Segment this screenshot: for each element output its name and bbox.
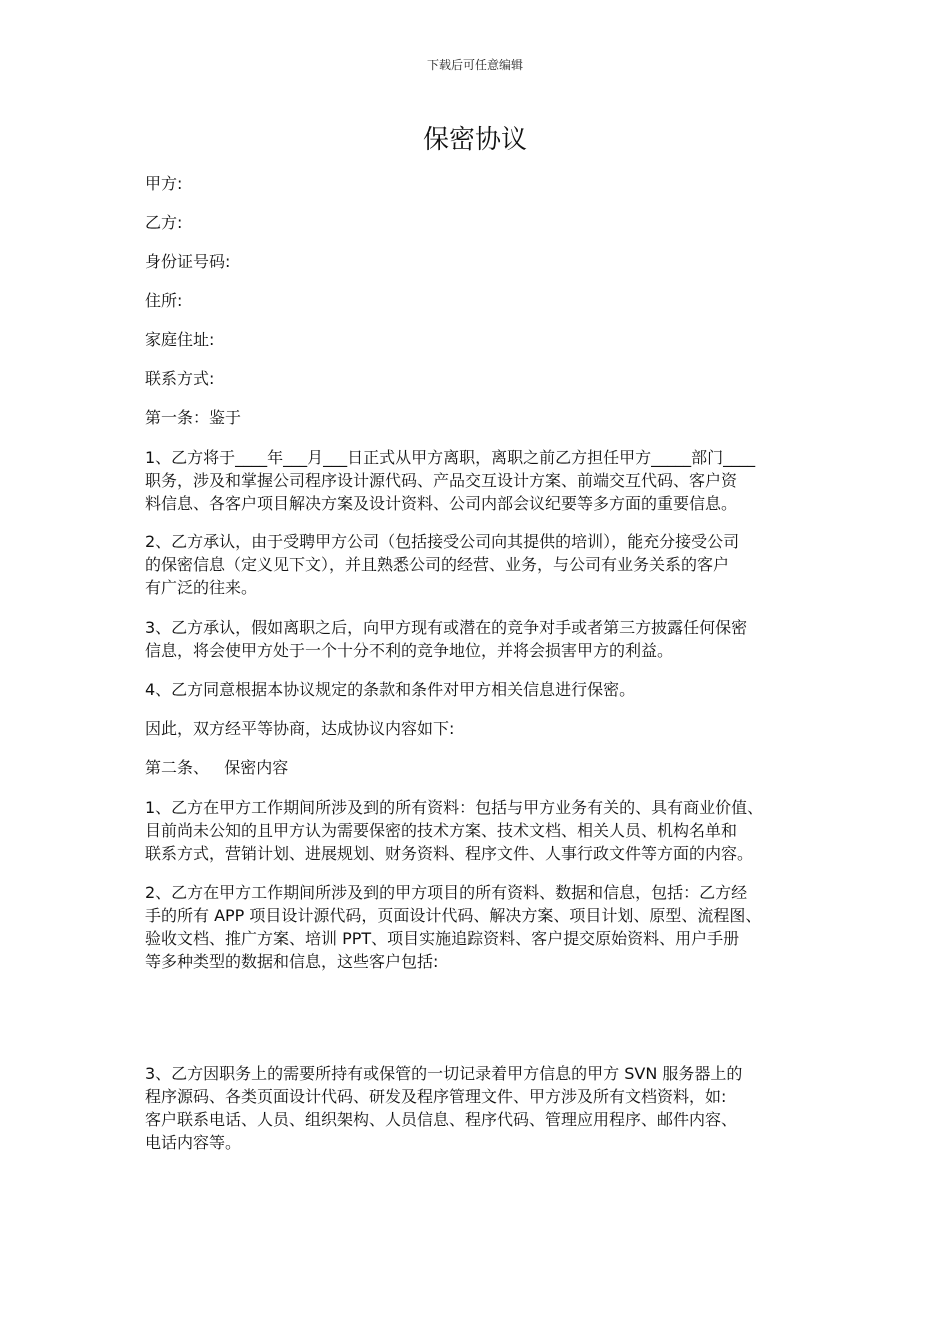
field-party-b: 乙方:: [145, 213, 183, 232]
header-note: 下载后可任意编辑: [426, 58, 523, 72]
field-home-address: 家庭住址:: [145, 330, 215, 349]
article1-heading: 第一条：鉴于: [145, 408, 242, 427]
article1-item-4: 4、乙方同意根据本协议规定的条款和条件对甲方相关信息进行保密。: [145, 680, 636, 699]
article2-item-2: 2、乙方在甲方工作期间所涉及到的甲方项目的所有资料、数据和信息，包括：乙方经 手的所有 APP 项目设计源代码，页面设计代码、解决方案、项目计划、原型、流程图、 验收文档、推广方案、培训 PPT、项目实施追踪资料、客户提交原始资料、用户手册 等多种类型的数据和信息，这些客户包括:: [145, 883, 762, 971]
conclusion-text: 因此，双方经平等协商，达成协议内容如下:: [145, 719, 455, 738]
article2-item-1: 1、乙方在甲方工作期间所涉及到的所有资料：包括与甲方业务有关的、具有商业价值、 目前尚未公知的且甲方认为需要保密的技术方案、技术文档、相关人员、机构名单和 联系方式，营销计划、进展规划、财务资料、程序文件、人事行政文件等方面的内容。: [145, 798, 764, 863]
field-id-number: 身份证号码:: [145, 252, 231, 271]
field-residence: 住所:: [145, 291, 183, 310]
article1-item-3: 3、乙方承认，假如离职之后，向甲方现有或潜在的竞争对手或者第三方披露任何保密 信息，将会使甲方处于一个十分不利的竞争地位，并将会损害甲方的利益。: [145, 618, 748, 660]
article1-item-2: 2、乙方承认，由于受聘甲方公司（包括接受公司向其提供的培训），能充分接受公司 的保密信息（定义见下文），并且熟悉公司的经营、业务，与公司有业务关系的客户 有广泛的往来。: [145, 532, 740, 597]
article1-item-1: 1、乙方将于____年___月___日正式从甲方离职，离职之前乙方担任甲方_____部门____ 职务，涉及和掌握公司程序设计源代码、产品交互设计方案、前端交互代码、客户资 料信息、各客户项目解决方案及设计资料、公司内部会议纪要等多方面的重要信息。: [145, 448, 756, 513]
article2-heading: 第二条、 保密内容: [145, 758, 289, 777]
document-title: 保密协议: [422, 125, 527, 155]
field-party-a: 甲方:: [145, 174, 183, 193]
article2-item-3: 3、乙方因职务上的需要所持有或保管的一切记录着甲方信息的甲方 SVN 服务器上的 程序源码、各类页面设计代码、研发及程序管理文件、甲方涉及所有文档资料，如: 客户联系电话、人员、组织架构、人员信息、程序代码、管理应用程序、邮件内容、 电话内容等。: [145, 1064, 743, 1152]
field-contact: 联系方式:: [145, 369, 215, 388]
